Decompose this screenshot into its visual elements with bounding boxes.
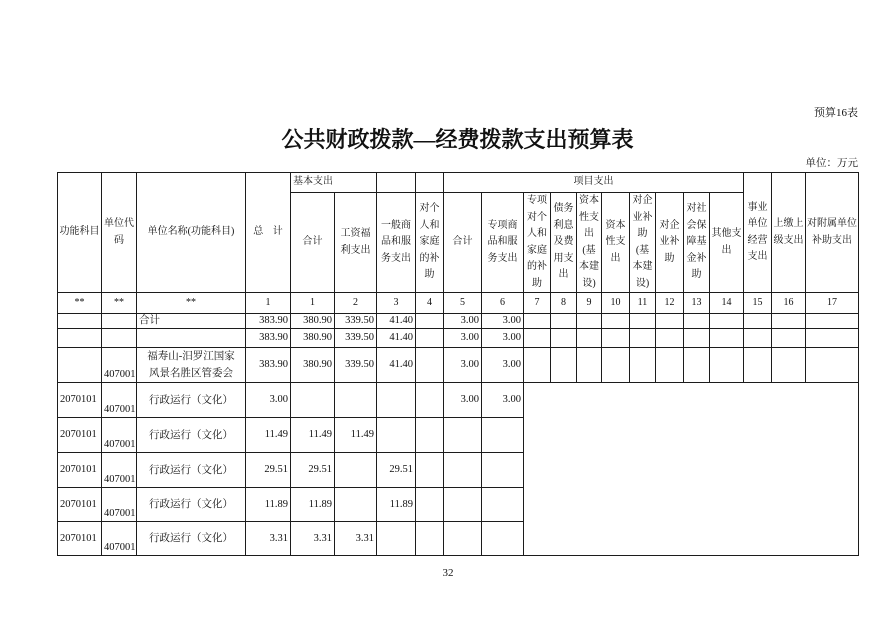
col-header-project-social: 对社会保障基金补助 — [684, 193, 710, 293]
column-number: 9 — [577, 293, 602, 314]
table-body — [58, 314, 859, 556]
unit-code-cell — [102, 314, 137, 329]
amount-cell — [335, 488, 377, 522]
amount-cell: 41.40 — [377, 329, 416, 348]
col-header-project-enterprise: 对企业补助 — [656, 193, 684, 293]
column-number: 2 — [335, 293, 377, 314]
amount-cell — [602, 314, 630, 329]
unit-name-cell: 合计 — [137, 314, 246, 329]
col-header-project-other: 其他支出 — [710, 193, 744, 293]
amount-cell: 3.00 — [482, 383, 524, 418]
amount-cell: 3.00 — [444, 329, 482, 348]
amount-cell — [630, 314, 656, 329]
col-header-project-capital: 资本性支出 — [602, 193, 630, 293]
amount-cell — [744, 314, 772, 329]
amount-cell — [551, 329, 577, 348]
amount-cell — [656, 348, 684, 383]
amount-cell: 29.51 — [291, 453, 335, 488]
amount-cell — [656, 314, 684, 329]
amount-cell — [482, 488, 524, 522]
amount-cell: 3.00 — [482, 314, 524, 329]
amount-cell — [524, 314, 551, 329]
column-number: 15 — [744, 293, 772, 314]
func-code-cell: 2070101 — [58, 522, 102, 556]
amount-cell: 380.90 — [291, 314, 335, 329]
column-number: 11 — [630, 293, 656, 314]
amount-cell: 383.90 — [246, 329, 291, 348]
amount-cell — [444, 418, 482, 453]
amount-cell — [482, 522, 524, 556]
column-number: 14 — [710, 293, 744, 314]
amount-cell — [291, 383, 335, 418]
func-code-cell: 2070101 — [58, 383, 102, 418]
amount-cell: 11.89 — [291, 488, 335, 522]
column-number: 10 — [602, 293, 630, 314]
amount-cell: 339.50 — [335, 314, 377, 329]
unit-note: 单位：万元 — [805, 158, 858, 169]
func-code-cell: 2070101 — [58, 488, 102, 522]
unit-name-cell: 行政运行（文化） — [137, 453, 246, 488]
amount-cell: 11.49 — [291, 418, 335, 453]
amount-cell — [684, 329, 710, 348]
unit-code-cell — [102, 329, 137, 348]
amount-cell — [744, 348, 772, 383]
column-number: ** — [58, 293, 102, 314]
amount-cell — [577, 314, 602, 329]
amount-cell — [416, 314, 444, 329]
amount-cell: 11.89 — [377, 488, 416, 522]
col-header-basic-personal: 对个人和家庭的补助 — [416, 193, 444, 293]
column-number: 1 — [246, 293, 291, 314]
unit-code-cell: 407001 — [102, 488, 137, 522]
col-header-unit-code: 单位代码 — [102, 173, 137, 293]
amount-cell — [577, 348, 602, 383]
col-header-remit-superior: 上缴上级支出 — [772, 173, 806, 293]
unit-code-cell: 407001 — [102, 418, 137, 453]
unit-code-cell: 407001 — [102, 383, 137, 418]
unit-name-cell: 行政运行（文化） — [137, 418, 246, 453]
amount-cell — [377, 418, 416, 453]
col-header-basic-goods: 一般商品和服务支出 — [377, 193, 416, 293]
table-number: 预算16表 — [814, 107, 858, 119]
column-number: 5 — [444, 293, 482, 314]
amount-cell: 3.00 — [444, 348, 482, 383]
amount-cell — [710, 314, 744, 329]
header-row-groups — [58, 173, 859, 193]
amount-cell — [444, 522, 482, 556]
column-number: ** — [102, 293, 137, 314]
group-header-basic: 基本支出 — [291, 173, 377, 193]
column-number-row — [58, 293, 859, 314]
amount-cell: 380.90 — [291, 348, 335, 383]
amount-cell — [377, 383, 416, 418]
amount-cell: 3.00 — [444, 314, 482, 329]
unit-name-cell: 行政运行（文化） — [137, 522, 246, 556]
amount-cell — [806, 329, 859, 348]
unit-name-cell: 福寿山-汨罗江国家风景名胜区管委会 — [137, 348, 246, 383]
amount-cell — [482, 418, 524, 453]
amount-cell — [806, 348, 859, 383]
col-header-project-goods: 专项商品和服务支出 — [482, 193, 524, 293]
amount-cell — [416, 488, 444, 522]
amount-cell: 11.49 — [246, 418, 291, 453]
column-number: 1 — [291, 293, 335, 314]
col-header-unit-name: 单位名称(功能科目) — [137, 173, 246, 293]
amount-cell — [551, 314, 577, 329]
func-code-cell: 2070101 — [58, 418, 102, 453]
amount-cell — [602, 348, 630, 383]
col-header-project-debt: 债务利息及费用支出 — [551, 193, 577, 293]
header-blank-cell — [416, 173, 444, 193]
col-header-project-total: 合计 — [444, 193, 482, 293]
amount-cell — [684, 348, 710, 383]
unit-code-cell: 407001 — [102, 522, 137, 556]
amount-cell — [656, 329, 684, 348]
column-number: 3 — [377, 293, 416, 314]
column-number: ** — [137, 293, 246, 314]
amount-cell — [772, 314, 806, 329]
amount-cell — [772, 329, 806, 348]
amount-cell — [416, 348, 444, 383]
column-number: 6 — [482, 293, 524, 314]
amount-cell: 380.90 — [291, 329, 335, 348]
func-code-cell — [58, 329, 102, 348]
col-header-basic-wages: 工资福利支出 — [335, 193, 377, 293]
amount-cell: 3.31 — [335, 522, 377, 556]
amount-cell — [684, 314, 710, 329]
unit-code-cell: 407001 — [102, 453, 137, 488]
col-header-basic-total: 合计 — [291, 193, 335, 293]
column-number: 7 — [524, 293, 551, 314]
amount-cell: 41.40 — [377, 348, 416, 383]
amount-cell — [630, 329, 656, 348]
table-row — [58, 329, 859, 348]
func-code-cell — [58, 314, 102, 329]
amount-cell — [335, 453, 377, 488]
func-code-cell: 2070101 — [58, 453, 102, 488]
col-header-project-personal: 专项对个人和家庭的补助 — [524, 193, 551, 293]
budget-table — [57, 172, 859, 556]
col-header-project-enterprise-infra: 对企业补助(基本建设) — [630, 193, 656, 293]
amount-cell: 11.89 — [246, 488, 291, 522]
amount-cell: 11.49 — [335, 418, 377, 453]
amount-cell: 339.50 — [335, 329, 377, 348]
amount-cell — [416, 453, 444, 488]
amount-cell — [806, 314, 859, 329]
amount-cell — [416, 522, 444, 556]
amount-cell: 3.00 — [482, 348, 524, 383]
amount-cell: 383.90 — [246, 348, 291, 383]
table-row — [58, 383, 859, 418]
amount-cell — [744, 329, 772, 348]
group-header-project: 项目支出 — [444, 173, 744, 193]
col-header-project-capital-infra: 资本性支出(基本建设) — [577, 193, 602, 293]
amount-cell — [524, 329, 551, 348]
amount-cell — [335, 383, 377, 418]
unit-code-cell: 407001 — [102, 348, 137, 383]
amount-cell — [416, 418, 444, 453]
amount-cell: 339.50 — [335, 348, 377, 383]
col-header-total: 总 计 — [246, 173, 291, 293]
amount-cell — [416, 329, 444, 348]
header-blank-cell — [377, 173, 416, 193]
amount-cell — [710, 348, 744, 383]
amount-cell — [444, 488, 482, 522]
amount-cell: 3.00 — [482, 329, 524, 348]
amount-cell: 3.00 — [444, 383, 482, 418]
amount-cell: 3.31 — [246, 522, 291, 556]
amount-cell: 3.00 — [246, 383, 291, 418]
column-number: 16 — [772, 293, 806, 314]
amount-cell — [577, 329, 602, 348]
blank-region — [524, 383, 859, 556]
column-number: 4 — [416, 293, 444, 314]
col-header-business-operating: 事业单位经营支出 — [744, 173, 772, 293]
unit-name-cell: 行政运行（文化） — [137, 383, 246, 418]
amount-cell: 41.40 — [377, 314, 416, 329]
amount-cell — [524, 348, 551, 383]
amount-cell: 29.51 — [377, 453, 416, 488]
amount-cell — [772, 348, 806, 383]
col-header-subsidiary: 对附属单位补助支出 — [806, 173, 859, 293]
page-number: 32 — [442, 567, 454, 579]
amount-cell — [482, 453, 524, 488]
amount-cell: 3.31 — [291, 522, 335, 556]
unit-name-cell: 行政运行（文化） — [137, 488, 246, 522]
amount-cell — [710, 329, 744, 348]
column-number: 17 — [806, 293, 859, 314]
col-header-func-code: 功能科目 — [58, 173, 102, 293]
amount-cell: 383.90 — [246, 314, 291, 329]
amount-cell — [630, 348, 656, 383]
column-number: 12 — [656, 293, 684, 314]
func-code-cell — [58, 348, 102, 383]
amount-cell: 29.51 — [246, 453, 291, 488]
table-row — [58, 348, 859, 383]
amount-cell — [416, 383, 444, 418]
amount-cell — [377, 522, 416, 556]
amount-cell — [444, 453, 482, 488]
amount-cell — [602, 329, 630, 348]
column-number: 13 — [684, 293, 710, 314]
page-title: 公共财政拨款—经费拨款支出预算表 — [281, 127, 634, 152]
amount-cell — [551, 348, 577, 383]
unit-name-cell — [137, 329, 246, 348]
column-number: 8 — [551, 293, 577, 314]
table-row — [58, 314, 859, 329]
